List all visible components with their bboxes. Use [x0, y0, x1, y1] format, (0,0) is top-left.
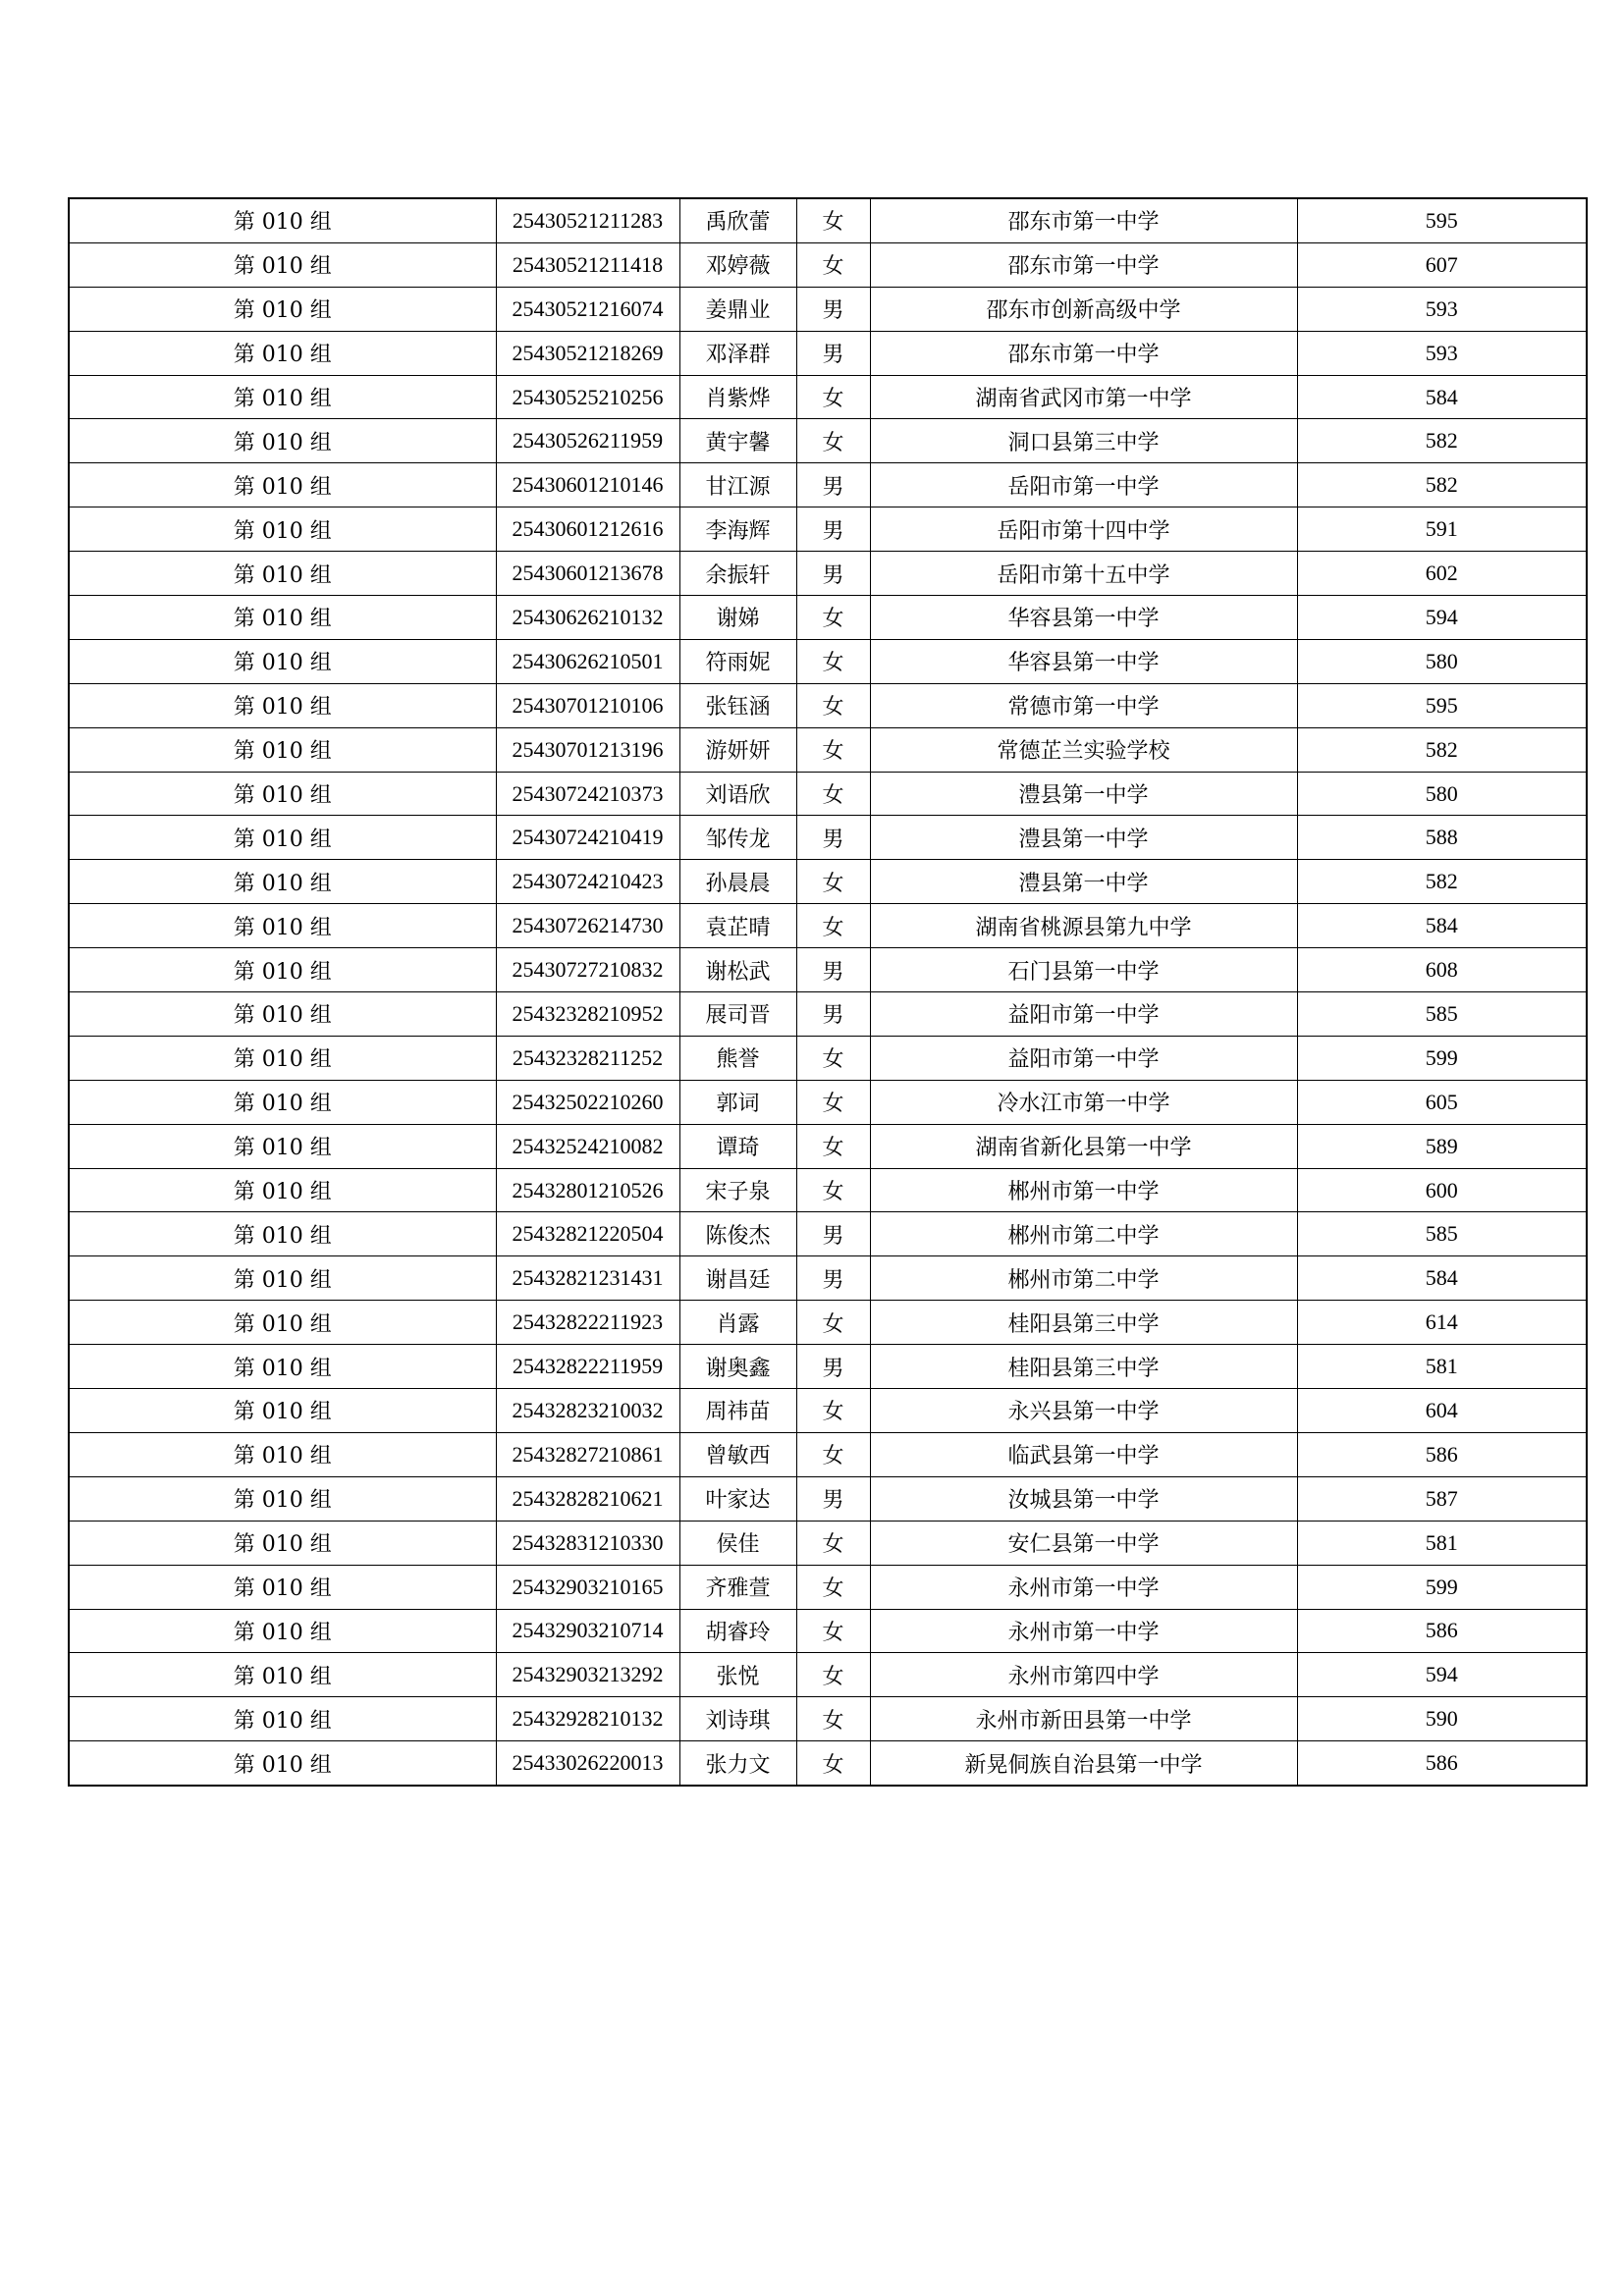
name-cell: 谢奥鑫 [679, 1345, 796, 1389]
group-cell: 第 010 组 [69, 1521, 496, 1565]
exam-id-cell: 25430601212616 [496, 507, 679, 552]
gender-cell: 男 [796, 816, 870, 860]
table-row [69, 242, 1587, 287]
school-cell: 桂阳县第三中学 [870, 1345, 1297, 1389]
name-cell: 陈俊杰 [679, 1212, 796, 1256]
school-cell: 益阳市第一中学 [870, 992, 1297, 1037]
exam-id-cell: 25432903210165 [496, 1565, 679, 1609]
group-cell: 第 010 组 [69, 1080, 496, 1124]
school-cell: 邵东市第一中学 [870, 242, 1297, 287]
score-cell: 593 [1297, 331, 1587, 375]
roster-table-body [69, 198, 1587, 1786]
group-cell: 第 010 组 [69, 331, 496, 375]
score-cell: 605 [1297, 1080, 1587, 1124]
name-cell: 张悦 [679, 1653, 796, 1697]
group-cell: 第 010 组 [69, 1345, 496, 1389]
table-row [69, 1653, 1587, 1697]
exam-id-cell: 25432928210132 [496, 1697, 679, 1741]
name-cell: 肖紫烨 [679, 375, 796, 419]
group-cell: 第 010 组 [69, 1565, 496, 1609]
exam-id-cell: 25430701213196 [496, 727, 679, 772]
school-cell: 永兴县第一中学 [870, 1389, 1297, 1433]
gender-cell: 女 [796, 639, 870, 683]
group-cell: 第 010 组 [69, 1168, 496, 1212]
school-cell: 郴州市第二中学 [870, 1256, 1297, 1301]
name-cell: 余振轩 [679, 552, 796, 596]
school-cell: 永州市新田县第一中学 [870, 1697, 1297, 1741]
school-cell: 洞口县第三中学 [870, 419, 1297, 463]
school-cell: 华容县第一中学 [870, 596, 1297, 640]
score-cell: 599 [1297, 1565, 1587, 1609]
name-cell: 张力文 [679, 1741, 796, 1786]
name-cell: 刘语欣 [679, 772, 796, 816]
exam-id-cell: 25432328211252 [496, 1036, 679, 1080]
school-cell: 安仁县第一中学 [870, 1521, 1297, 1565]
group-cell: 第 010 组 [69, 1653, 496, 1697]
score-cell: 590 [1297, 1697, 1587, 1741]
table-row [69, 639, 1587, 683]
school-cell: 桂阳县第三中学 [870, 1301, 1297, 1345]
exam-id-cell: 25430724210373 [496, 772, 679, 816]
group-cell: 第 010 组 [69, 1124, 496, 1168]
group-cell: 第 010 组 [69, 816, 496, 860]
score-cell: 585 [1297, 992, 1587, 1037]
school-cell: 汝城县第一中学 [870, 1476, 1297, 1521]
school-cell: 永州市第一中学 [870, 1565, 1297, 1609]
exam-id-cell: 25430724210423 [496, 860, 679, 904]
group-cell: 第 010 组 [69, 992, 496, 1037]
group-cell: 第 010 组 [69, 639, 496, 683]
exam-id-cell: 25430521211418 [496, 242, 679, 287]
exam-id-cell: 25432823210032 [496, 1389, 679, 1433]
gender-cell: 女 [796, 1609, 870, 1653]
score-cell: 586 [1297, 1609, 1587, 1653]
gender-cell: 男 [796, 1345, 870, 1389]
exam-id-cell: 25432821220504 [496, 1212, 679, 1256]
table-row [69, 1345, 1587, 1389]
table-row [69, 331, 1587, 375]
score-cell: 608 [1297, 948, 1587, 992]
school-cell: 湖南省桃源县第九中学 [870, 904, 1297, 948]
gender-cell: 女 [796, 375, 870, 419]
table-row [69, 1036, 1587, 1080]
score-cell: 600 [1297, 1168, 1587, 1212]
school-cell: 湖南省武冈市第一中学 [870, 375, 1297, 419]
exam-id-cell: 25432831210330 [496, 1521, 679, 1565]
group-cell: 第 010 组 [69, 287, 496, 331]
score-cell: 594 [1297, 596, 1587, 640]
name-cell: 谢娣 [679, 596, 796, 640]
school-cell: 华容县第一中学 [870, 639, 1297, 683]
name-cell: 齐雅萱 [679, 1565, 796, 1609]
exam-id-cell: 25432822211959 [496, 1345, 679, 1389]
gender-cell: 女 [796, 683, 870, 727]
gender-cell: 女 [796, 1301, 870, 1345]
exam-id-cell: 25432328210952 [496, 992, 679, 1037]
name-cell: 张钰涵 [679, 683, 796, 727]
table-row [69, 992, 1587, 1037]
gender-cell: 女 [796, 242, 870, 287]
score-cell: 614 [1297, 1301, 1587, 1345]
exam-id-cell: 25430526211959 [496, 419, 679, 463]
name-cell: 郭词 [679, 1080, 796, 1124]
gender-cell: 女 [796, 1036, 870, 1080]
group-cell: 第 010 组 [69, 1256, 496, 1301]
gender-cell: 女 [796, 727, 870, 772]
gender-cell: 女 [796, 596, 870, 640]
score-cell: 594 [1297, 1653, 1587, 1697]
exam-id-cell: 25430701210106 [496, 683, 679, 727]
score-cell: 584 [1297, 375, 1587, 419]
name-cell: 甘江源 [679, 463, 796, 507]
name-cell: 游妍妍 [679, 727, 796, 772]
gender-cell: 女 [796, 904, 870, 948]
exam-id-cell: 25430626210132 [496, 596, 679, 640]
gender-cell: 女 [796, 1653, 870, 1697]
school-cell: 澧县第一中学 [870, 860, 1297, 904]
table-row [69, 948, 1587, 992]
gender-cell: 男 [796, 1256, 870, 1301]
group-cell: 第 010 组 [69, 683, 496, 727]
score-cell: 599 [1297, 1036, 1587, 1080]
exam-id-cell: 25430626210501 [496, 639, 679, 683]
gender-cell: 男 [796, 948, 870, 992]
table-row [69, 1389, 1587, 1433]
school-cell: 常德芷兰实验学校 [870, 727, 1297, 772]
table-row [69, 1697, 1587, 1741]
school-cell: 邵东市第一中学 [870, 331, 1297, 375]
exam-id-cell: 25430601210146 [496, 463, 679, 507]
name-cell: 熊誉 [679, 1036, 796, 1080]
exam-id-cell: 25432502210260 [496, 1080, 679, 1124]
table-row [69, 772, 1587, 816]
gender-cell: 男 [796, 287, 870, 331]
group-cell: 第 010 组 [69, 1609, 496, 1653]
score-cell: 607 [1297, 242, 1587, 287]
table-row [69, 1124, 1587, 1168]
table-row [69, 552, 1587, 596]
name-cell: 谭琦 [679, 1124, 796, 1168]
group-cell: 第 010 组 [69, 904, 496, 948]
school-cell: 邵东市第一中学 [870, 198, 1297, 242]
group-cell: 第 010 组 [69, 948, 496, 992]
group-cell: 第 010 组 [69, 552, 496, 596]
score-cell: 581 [1297, 1345, 1587, 1389]
group-cell: 第 010 组 [69, 1389, 496, 1433]
school-cell: 岳阳市第一中学 [870, 463, 1297, 507]
gender-cell: 女 [796, 1168, 870, 1212]
score-cell: 604 [1297, 1389, 1587, 1433]
table-row [69, 375, 1587, 419]
score-cell: 595 [1297, 683, 1587, 727]
exam-id-cell: 25432827210861 [496, 1432, 679, 1476]
group-cell: 第 010 组 [69, 463, 496, 507]
exam-id-cell: 25432903210714 [496, 1609, 679, 1653]
table-row [69, 596, 1587, 640]
name-cell: 曾敏西 [679, 1432, 796, 1476]
school-cell: 常德市第一中学 [870, 683, 1297, 727]
name-cell: 谢昌廷 [679, 1256, 796, 1301]
table-row [69, 463, 1587, 507]
group-cell: 第 010 组 [69, 507, 496, 552]
score-cell: 582 [1297, 419, 1587, 463]
gender-cell: 女 [796, 1432, 870, 1476]
name-cell: 禹欣蕾 [679, 198, 796, 242]
exam-id-cell: 25430521211283 [496, 198, 679, 242]
score-cell: 580 [1297, 639, 1587, 683]
school-cell: 澧县第一中学 [870, 816, 1297, 860]
score-cell: 589 [1297, 1124, 1587, 1168]
score-cell: 584 [1297, 904, 1587, 948]
table-row [69, 1565, 1587, 1609]
table-row [69, 727, 1587, 772]
gender-cell: 男 [796, 992, 870, 1037]
table-row [69, 683, 1587, 727]
group-cell: 第 010 组 [69, 772, 496, 816]
score-cell: 591 [1297, 507, 1587, 552]
table-row [69, 419, 1587, 463]
exam-id-cell: 25430727210832 [496, 948, 679, 992]
name-cell: 袁芷晴 [679, 904, 796, 948]
school-cell: 冷水江市第一中学 [870, 1080, 1297, 1124]
gender-cell: 女 [796, 1697, 870, 1741]
name-cell: 谢松武 [679, 948, 796, 992]
group-cell: 第 010 组 [69, 242, 496, 287]
exam-id-cell: 25430521216074 [496, 287, 679, 331]
score-cell: 582 [1297, 463, 1587, 507]
exam-id-cell: 25430724210419 [496, 816, 679, 860]
roster-table [68, 197, 1588, 1787]
table-row [69, 904, 1587, 948]
score-cell: 584 [1297, 1256, 1587, 1301]
gender-cell: 男 [796, 552, 870, 596]
group-cell: 第 010 组 [69, 860, 496, 904]
exam-id-cell: 25430525210256 [496, 375, 679, 419]
group-cell: 第 010 组 [69, 727, 496, 772]
exam-id-cell: 25430521218269 [496, 331, 679, 375]
school-cell: 郴州市第二中学 [870, 1212, 1297, 1256]
exam-id-cell: 25432903213292 [496, 1653, 679, 1697]
group-cell: 第 010 组 [69, 419, 496, 463]
gender-cell: 女 [796, 1389, 870, 1433]
score-cell: 595 [1297, 198, 1587, 242]
name-cell: 肖露 [679, 1301, 796, 1345]
gender-cell: 女 [796, 198, 870, 242]
exam-id-cell: 25430601213678 [496, 552, 679, 596]
school-cell: 益阳市第一中学 [870, 1036, 1297, 1080]
gender-cell: 女 [796, 1741, 870, 1786]
name-cell: 邹传龙 [679, 816, 796, 860]
table-row [69, 1741, 1587, 1786]
name-cell: 黄宇馨 [679, 419, 796, 463]
school-cell: 永州市第四中学 [870, 1653, 1297, 1697]
name-cell: 邓婷薇 [679, 242, 796, 287]
gender-cell: 男 [796, 1212, 870, 1256]
group-cell: 第 010 组 [69, 1301, 496, 1345]
table-row [69, 287, 1587, 331]
school-cell: 临武县第一中学 [870, 1432, 1297, 1476]
school-cell: 澧县第一中学 [870, 772, 1297, 816]
score-cell: 588 [1297, 816, 1587, 860]
gender-cell: 女 [796, 419, 870, 463]
school-cell: 永州市第一中学 [870, 1609, 1297, 1653]
gender-cell: 女 [796, 1080, 870, 1124]
table-row [69, 816, 1587, 860]
gender-cell: 男 [796, 507, 870, 552]
group-cell: 第 010 组 [69, 1212, 496, 1256]
exam-id-cell: 25433026220013 [496, 1741, 679, 1786]
name-cell: 刘诗琪 [679, 1697, 796, 1741]
table-row [69, 1609, 1587, 1653]
table-row [69, 1256, 1587, 1301]
exam-id-cell: 25432822211923 [496, 1301, 679, 1345]
table-row [69, 507, 1587, 552]
table-row [69, 1521, 1587, 1565]
score-cell: 586 [1297, 1741, 1587, 1786]
exam-id-cell: 25432524210082 [496, 1124, 679, 1168]
table-row [69, 1212, 1587, 1256]
name-cell: 符雨妮 [679, 639, 796, 683]
score-cell: 587 [1297, 1476, 1587, 1521]
table-row [69, 198, 1587, 242]
exam-id-cell: 25432801210526 [496, 1168, 679, 1212]
school-cell: 岳阳市第十五中学 [870, 552, 1297, 596]
score-cell: 582 [1297, 860, 1587, 904]
name-cell: 叶家达 [679, 1476, 796, 1521]
exam-id-cell: 25432821231431 [496, 1256, 679, 1301]
gender-cell: 女 [796, 1124, 870, 1168]
name-cell: 李海辉 [679, 507, 796, 552]
score-cell: 586 [1297, 1432, 1587, 1476]
name-cell: 姜鼎业 [679, 287, 796, 331]
name-cell: 展司晋 [679, 992, 796, 1037]
score-cell: 602 [1297, 552, 1587, 596]
group-cell: 第 010 组 [69, 1697, 496, 1741]
gender-cell: 男 [796, 331, 870, 375]
school-cell: 郴州市第一中学 [870, 1168, 1297, 1212]
gender-cell: 男 [796, 1476, 870, 1521]
school-cell: 新晃侗族自治县第一中学 [870, 1741, 1297, 1786]
group-cell: 第 010 组 [69, 596, 496, 640]
name-cell: 侯佳 [679, 1521, 796, 1565]
school-cell: 邵东市创新高级中学 [870, 287, 1297, 331]
group-cell: 第 010 组 [69, 1476, 496, 1521]
group-cell: 第 010 组 [69, 1741, 496, 1786]
name-cell: 邓泽群 [679, 331, 796, 375]
table-row [69, 1080, 1587, 1124]
gender-cell: 女 [796, 1565, 870, 1609]
gender-cell: 男 [796, 463, 870, 507]
group-cell: 第 010 组 [69, 1432, 496, 1476]
exam-id-cell: 25432828210621 [496, 1476, 679, 1521]
group-cell: 第 010 组 [69, 198, 496, 242]
group-cell: 第 010 组 [69, 1036, 496, 1080]
score-cell: 581 [1297, 1521, 1587, 1565]
name-cell: 宋子泉 [679, 1168, 796, 1212]
score-cell: 580 [1297, 772, 1587, 816]
name-cell: 胡睿玲 [679, 1609, 796, 1653]
school-cell: 石门县第一中学 [870, 948, 1297, 992]
group-cell: 第 010 组 [69, 375, 496, 419]
gender-cell: 女 [796, 772, 870, 816]
gender-cell: 女 [796, 860, 870, 904]
table-row [69, 1168, 1587, 1212]
table-row [69, 860, 1587, 904]
score-cell: 593 [1297, 287, 1587, 331]
table-row [69, 1301, 1587, 1345]
exam-id-cell: 25430726214730 [496, 904, 679, 948]
gender-cell: 女 [796, 1521, 870, 1565]
school-cell: 湖南省新化县第一中学 [870, 1124, 1297, 1168]
school-cell: 岳阳市第十四中学 [870, 507, 1297, 552]
table-row [69, 1432, 1587, 1476]
name-cell: 周祎苗 [679, 1389, 796, 1433]
name-cell: 孙晨晨 [679, 860, 796, 904]
score-cell: 582 [1297, 727, 1587, 772]
score-cell: 585 [1297, 1212, 1587, 1256]
table-row [69, 1476, 1587, 1521]
